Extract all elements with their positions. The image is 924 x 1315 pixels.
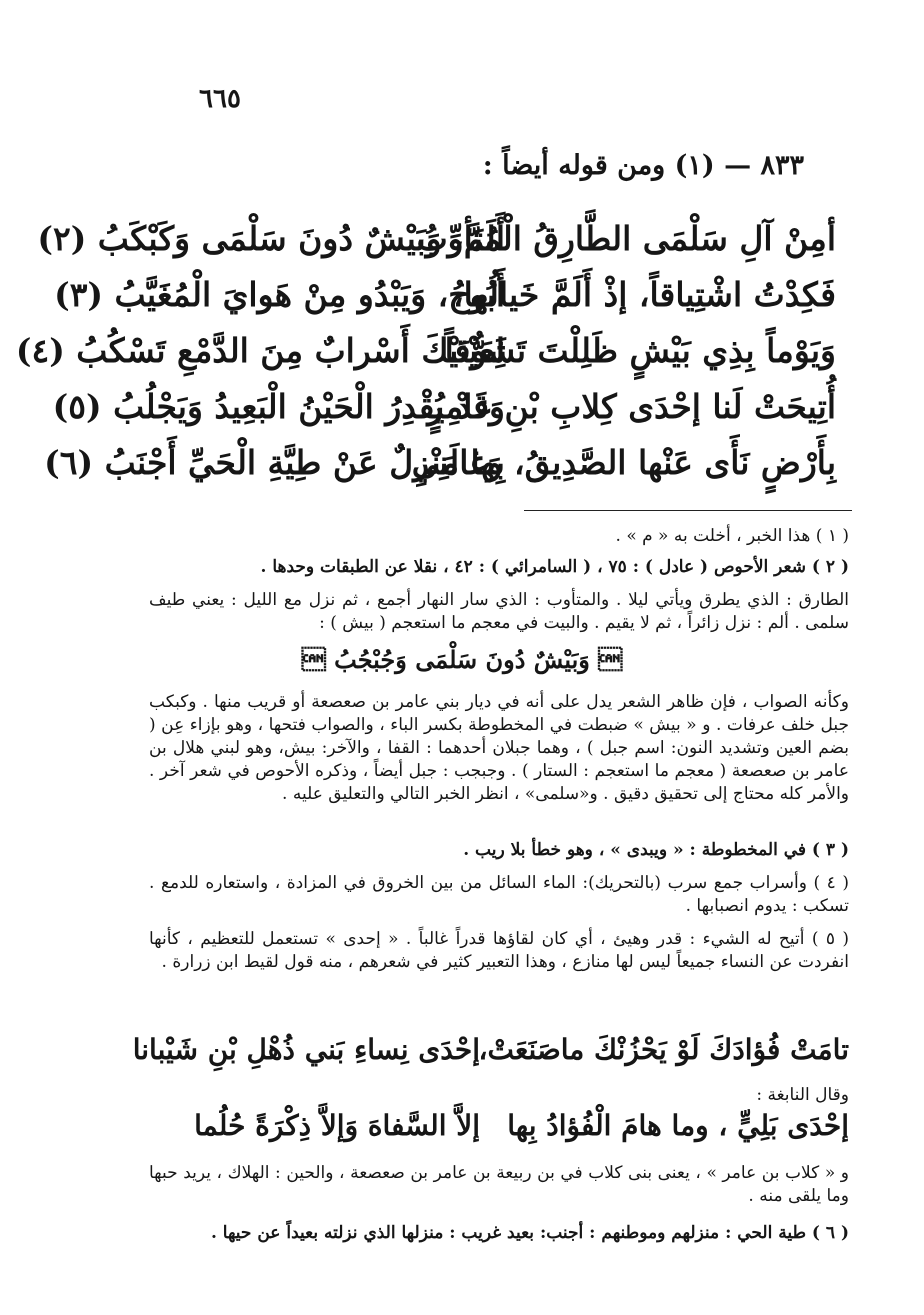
- verse-5-first-hemistich: بِأَرْضٍ نَأَى عَنْها الصَّدِيقُ، وَغالَنِي: [411, 443, 836, 482]
- verse-2-first-hemistich: فَكِدْتُ اشْتِياقاً، إذْ أَلَمَّ خَيالُها،: [452, 275, 836, 314]
- footnote-2-gloss: الطارق : الذي يطرق ويأتي ليلا . والمتأوب : الذي سار النهار أجمع ، ثم نزل مع الليل : يعني طيف سلمى . ألم : نزل زائراً ، ثم لا يقيم . والبيت في معجم ما استعجم ( بيش ) :: [149, 590, 849, 633]
- verse-5-second-hemistich: بِها مَنْزِلٌ عَنْ طِيَّةِ الْحَيِّ أَجْنَبُ (٦): [44, 443, 505, 482]
- footnote-4: ( ٤ ) وأسراب جمع سرب (بالتحريك): الماء السائل من بين الخروق في المزادة ، واستعاره للدمع . تسكب : يدوم انصبابها .: [149, 873, 849, 916]
- verse-4-second-hemistich: وَقَدْ يُقْدِرُ الْحَيْنُ الْبَعِيدُ وَيَجْلُبُ (٥): [52, 387, 505, 426]
- poem-heading: ٨٣٣ — (١) ومن قوله أيضاً :: [482, 150, 804, 181]
- footnote-2: ( ٢ ) شعر الأحوص ( عادل ) : ٧٥ ، ( السامرائي ) : ٤٢ ، نقلا عن الطبقات وحدها .: [260, 557, 849, 577]
- footnote-1: ( ١ ) هذا الخبر ، أخلت به « م » .: [615, 526, 849, 546]
- verse-3-second-hemistich: لِعَيْنَيْكَ أَسْرابٌ مِنَ الدَّمْعِ تَسْكُبُ (٤): [15, 331, 505, 370]
- quote-1-second-hemistich: إحْدَى نِساءِ بَني ذُهْلِ بْنِ شَيْبانا: [132, 1033, 480, 1066]
- verse-3-first-hemistich: وَيَوْماً بِذِي بَيْشٍ ظَلِلْتَ تَشَوُّقاً: [444, 331, 836, 370]
- quote-2-second-hemistich: إلاَّ السَّفاهَ وَإلاَّ ذِكْرَةً حُلُما: [194, 1109, 480, 1142]
- quote-2-first-hemistich: إحْدَى بَلِيٍّ ، وما هامَ الْفُؤادُ بِها: [507, 1109, 849, 1142]
- page-number: ٦٦٥: [199, 84, 241, 114]
- quote-1-first-hemistich: تامَتْ فُؤادَكَ لَوْ يَحْزُنْكَ ماصَنَعَتْ،: [478, 1033, 849, 1066]
- verse-4-first-hemistich: أُتِيحَتْ لَنا إحْدَى كِلابِ بْنِ عامِرٍ: [427, 387, 836, 426]
- footnote-3: ( ٣ ) في المخطوطة : « ويبدى » ، وهو خطأ بلا ريب .: [463, 840, 849, 860]
- footnote-6: ( ٦ ) طية الحي : منزلهم وموطنهم : أجنب: بعيد غريب : منزلها الذي نزلته بعيداً عن حيها .: [210, 1223, 849, 1243]
- footnote-5-continued: و « كلاب بن عامر » ، يعنى بنى كلاب في بن ربيعة بن عامر بن صعصعة ، والحين : الهلاك ، يريد حبها وما يلقى منه .: [149, 1163, 849, 1206]
- verse-1-first-hemistich: أمِنْ آلِ سَلْمَى الطَّارِقُ الْمُتَأوِّبُ: [416, 219, 836, 258]
- footnote-divider: [524, 510, 852, 511]
- footnote-5: ( ٥ ) أتيح له الشيء : قدر وهيئ ، أي كان لقاؤها قدراً غالباً . « إحدى » تستعمل للتعظيم ، كأنها انفردت عن النساء جميعاً ليس لها منازع ، وهذا التعبير كثير في شعرهم ، منه قول لقيط ابن زرارة .: [149, 929, 849, 972]
- nabigha-label: وقال النابغة :: [756, 1085, 849, 1105]
- footnote-2-commentary: وكأنه الصواب ، فإن ظاهر الشعر يدل على أنه في ديار بني عامر بن صعصعة أو قريب منها . وكبكب جبل خلف عرفات . و « بيش » ضبطت في المخطوطة بكسر الباء ، والصواب فتحها ، وهو بإزاء عِن ( بضم العين وتشديد النون: اسم جبل ) ، وهما جبلان أحدهما : القفا ، والآخر: بيش، وهو لبني هلال بن عامر بن صعصعة ( معجم ما استعجم : الستار ) . وجبجب : جبل أيضاً ، وذكره الأحوص في شعر آخر . والأمر كله محتاج إلى تحقيق دقيق . و«سلمى» ، انظر الخبر التالي والتعليق عليه .: [149, 692, 849, 804]
- footnote-2-quote:  وَبَيْشٌ دُونَ سَلْمَى وَجُبْجُبُ : [301, 645, 623, 674]
- verse-1-second-hemistich: أَلَمَّ، وَبَيْشٌ دُونَ سَلْمَى وَكَبْكَبُ (٢): [37, 219, 505, 258]
- verse-2-second-hemistich: أَبُوحُ، وَيَبْدُو مِنْ هَوايَ الْمُغَيَّبُ (٣): [54, 275, 505, 314]
